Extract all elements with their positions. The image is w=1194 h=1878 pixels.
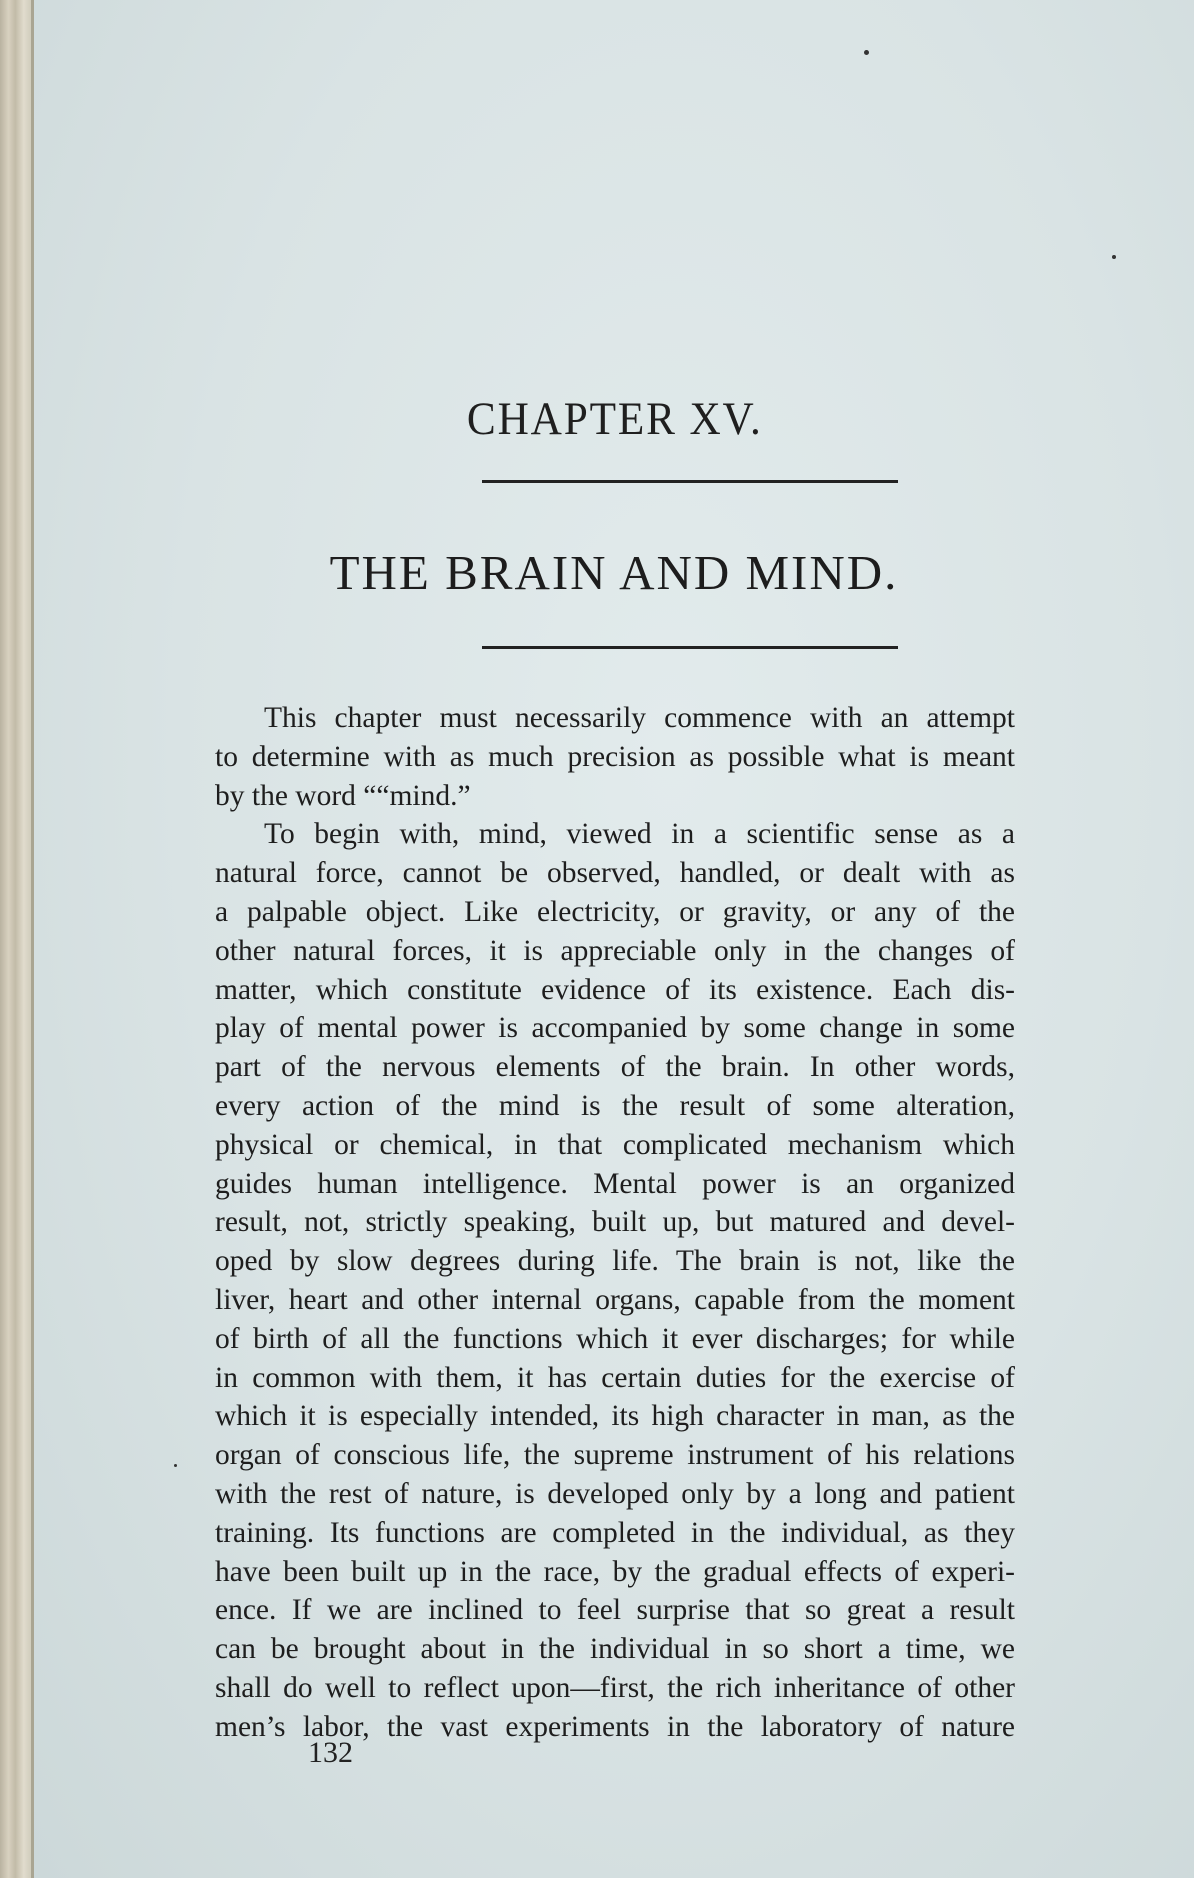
text-line: have been built up in the race, by the gradual effects of experi- [215,1555,1015,1588]
chapter-rule-bottom [482,646,898,649]
chapter-title: THE BRAIN AND MIND. [329,545,899,600]
chapter-rule-top [482,480,898,483]
text-line: guides human intelligence. Mental power is an organized [215,1167,1015,1200]
book-page-edge [0,0,34,1878]
body-text [215,699,1015,1747]
text-line: part of the nervous elements of the brain. In other words, [215,1051,1015,1084]
text-line: a palpable object. Like electricity, or gravity, or any of the [215,895,1015,928]
text-line: liver, heart and other internal organs, capable from the moment [215,1283,1015,1316]
text-line: every action of the mind is the result of some alteration, [215,1089,1015,1122]
text-line: This chapter must necessarily commence with an attempt [264,702,1015,734]
text-line: of birth of all the functions which it ever discharges; for while [215,1322,1015,1355]
text-line: with the rest of nature, is developed only by a long and patient [215,1477,1015,1510]
chapter-number: CHAPTER XV. [466,393,763,445]
text-line: in common with them, it has certain duties for the exercise of [215,1361,1015,1394]
text-line: ence. If we are inclined to feel surprise that so great a result [215,1594,1015,1627]
text-line: shall do well to reflect upon—first, the rich inheritance of other [215,1671,1015,1704]
text-line: physical or chemical, in that complicated mechanism which [215,1128,1015,1161]
text-line: result, not, strictly speaking, built up, but matured and devel- [215,1206,1015,1239]
text-line: men’s labor, the vast experiments in the laboratory of nature [215,1710,1015,1743]
text-line: To begin with, mind, viewed in a scientific sense as a [264,818,1015,851]
text-line: by the word ““mind.” [215,779,471,812]
ink-speck [1112,255,1116,259]
text-line: training. Its functions are completed in the individual, as they [215,1516,1015,1549]
text-line: organ of conscious life, the supreme instrument of his relations [215,1439,1015,1472]
text-line: to determine with as much precision as possible what is meant [215,740,1015,773]
book-page [34,0,1194,1878]
ink-speck [864,50,869,55]
text-line: can be brought about in the individual in so short a time, we [215,1633,1015,1666]
text-line: oped by slow degrees during life. The brain is not, like the [215,1245,1015,1278]
text-line: other natural forces, it is appreciable only in the changes of [215,934,1015,967]
text-line: play of mental power is accompanied by some change in some [215,1012,1015,1045]
ink-speck [174,1464,177,1467]
text-line: natural force, cannot be observed, handled, or dealt with as [215,857,1015,890]
text-line: which it is especially intended, its high character in man, as the [215,1400,1015,1433]
page-number: 132 [308,1736,353,1769]
text-line: matter, which constitute evidence of its existence. Each dis- [215,973,1015,1006]
